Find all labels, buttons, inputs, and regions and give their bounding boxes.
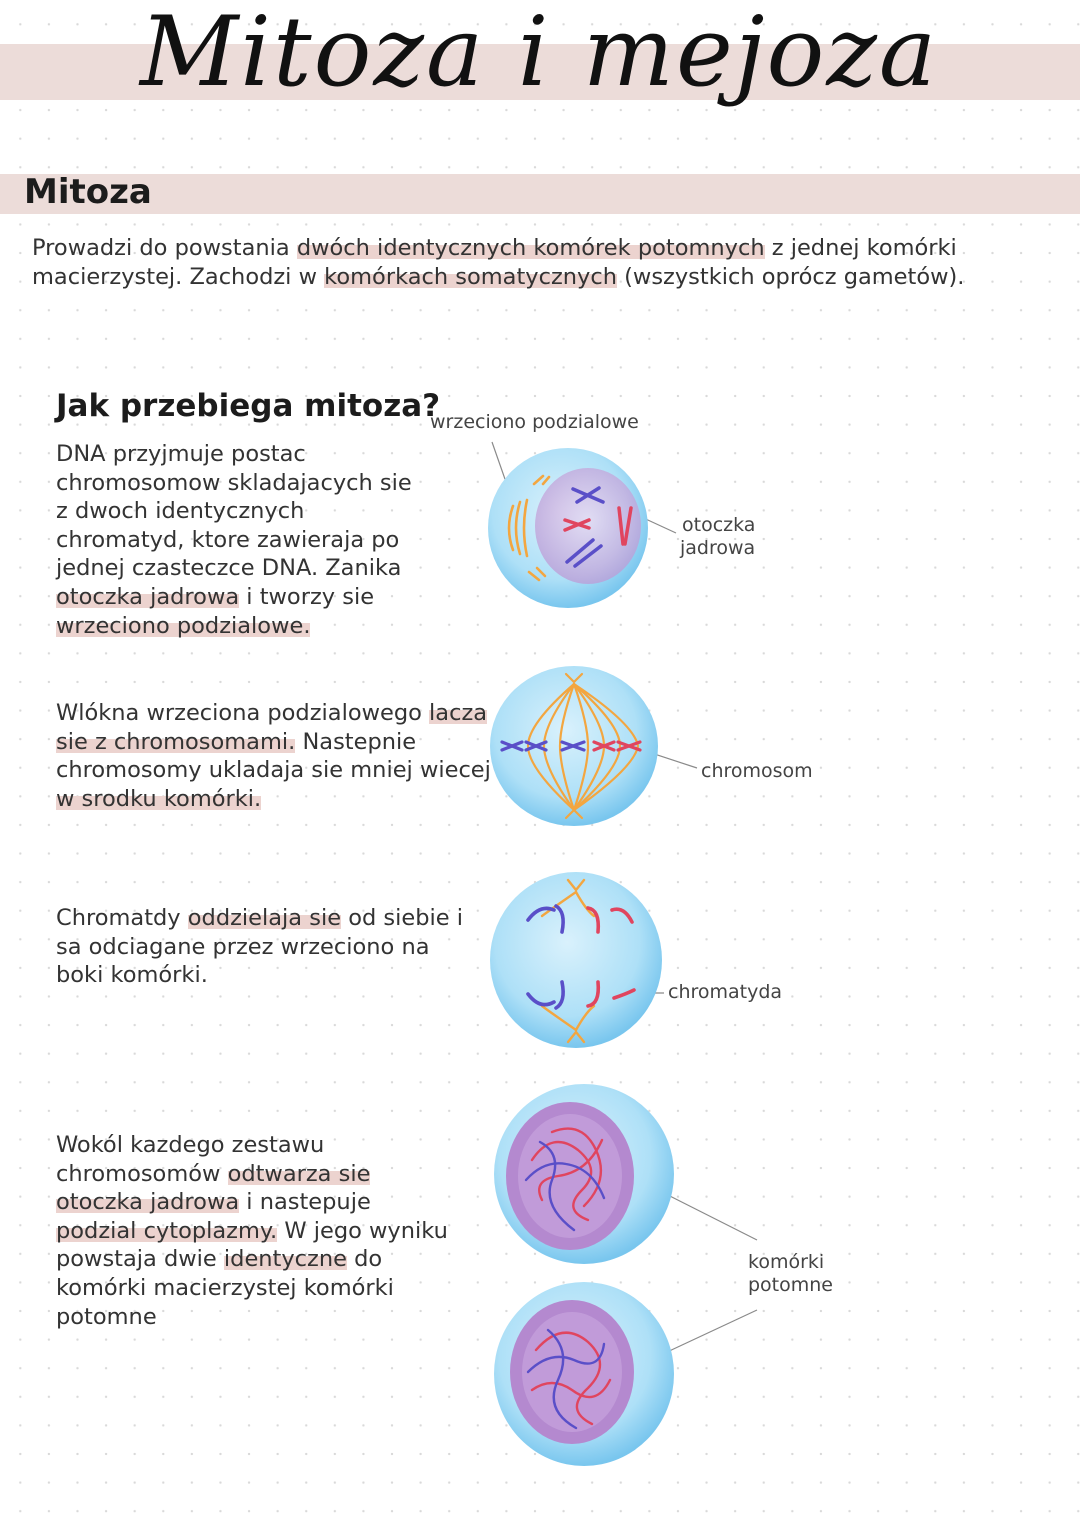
label-daughter-line2: potomne bbox=[748, 1274, 833, 1296]
page-title: Mitoza i mejoza bbox=[140, 0, 939, 108]
text-span: chromosomow skladajacych sie bbox=[56, 469, 412, 496]
anaphase-cell bbox=[490, 870, 668, 1050]
label-chromatid: chromatyda bbox=[668, 981, 783, 1003]
highlighted-text: oddzielaja sie bbox=[187, 905, 342, 931]
highlighted-text: lacza bbox=[429, 700, 488, 726]
highlighted-text: otoczka jadrowa bbox=[56, 583, 240, 610]
text-span: Wlókna wrzeciona podzialowego bbox=[56, 700, 430, 726]
text-span: Prowadzi do powstania bbox=[32, 235, 297, 261]
daughter-cell-top bbox=[492, 1080, 682, 1266]
highlighted-text: podzial cytoplazmy. bbox=[56, 1217, 278, 1244]
label-envelope-line1: otoczka bbox=[682, 514, 756, 536]
text-span: Chromatdy bbox=[56, 905, 188, 931]
text-span: chromatyd, ktore zawieraja po bbox=[56, 526, 400, 553]
text-span: sa odciagane przez wrzeciono na bbox=[56, 933, 430, 960]
label-chromosome: chromosom bbox=[701, 760, 813, 782]
text-span: z jednej komórki bbox=[764, 235, 957, 261]
label-spindle: wrzeciono podzialowe bbox=[430, 411, 639, 433]
text-span: i nastepuje bbox=[239, 1189, 371, 1216]
highlighted-text: sie z chromosomami. bbox=[56, 728, 296, 755]
text-span: Nastepnie bbox=[295, 728, 417, 755]
text-span: Wokól kazdego zestawu bbox=[56, 1132, 325, 1158]
text-span: boki komórki. bbox=[56, 962, 208, 989]
text-span: chromosomy ukladaja sie mniej wiecej bbox=[56, 757, 491, 784]
label-envelope-line2: jadrowa bbox=[680, 537, 756, 559]
text-span: od siebie i bbox=[341, 905, 464, 931]
text-span: chromosomów bbox=[56, 1160, 228, 1187]
highlighted-text: odtwarza sie bbox=[227, 1160, 371, 1187]
text-span: komórki macierzystej komórki bbox=[56, 1274, 394, 1301]
text-span: potomne bbox=[56, 1303, 157, 1330]
text-span: macierzystej. Zachodzi w bbox=[32, 264, 325, 290]
text-span: i tworzy sie bbox=[239, 583, 375, 610]
highlighted-text: dwóch identycznych komórek potomnych bbox=[296, 235, 765, 261]
metaphase-cell bbox=[488, 664, 660, 828]
text-span: do bbox=[346, 1246, 383, 1273]
highlighted-text: w srodku komórki. bbox=[56, 785, 262, 812]
highlighted-text: wrzeciono podzialowe. bbox=[56, 612, 311, 639]
label-daughter-line1: komórki bbox=[748, 1251, 825, 1273]
section-heading: Mitoza bbox=[24, 172, 152, 212]
highlighted-text: identyczne bbox=[223, 1246, 347, 1273]
text-span: DNA przyjmuje postac bbox=[56, 441, 306, 467]
steps-heading: Jak przebiega mitoza? bbox=[56, 388, 441, 424]
prophase-cell bbox=[485, 444, 655, 614]
highlighted-text: otoczka jadrowa bbox=[56, 1189, 240, 1216]
text-span: W jego wyniku bbox=[277, 1217, 448, 1244]
text-span: powstaja dwie bbox=[56, 1246, 224, 1273]
text-span: z dwoch identycznych bbox=[56, 498, 305, 525]
text-span: jednej czasteczce DNA. Zanika bbox=[56, 555, 402, 582]
highlighted-text: komórkach somatycznych bbox=[324, 264, 617, 290]
text-span: (wszystkich oprócz gametów). bbox=[617, 264, 965, 290]
daughter-cell-bottom bbox=[492, 1280, 682, 1468]
